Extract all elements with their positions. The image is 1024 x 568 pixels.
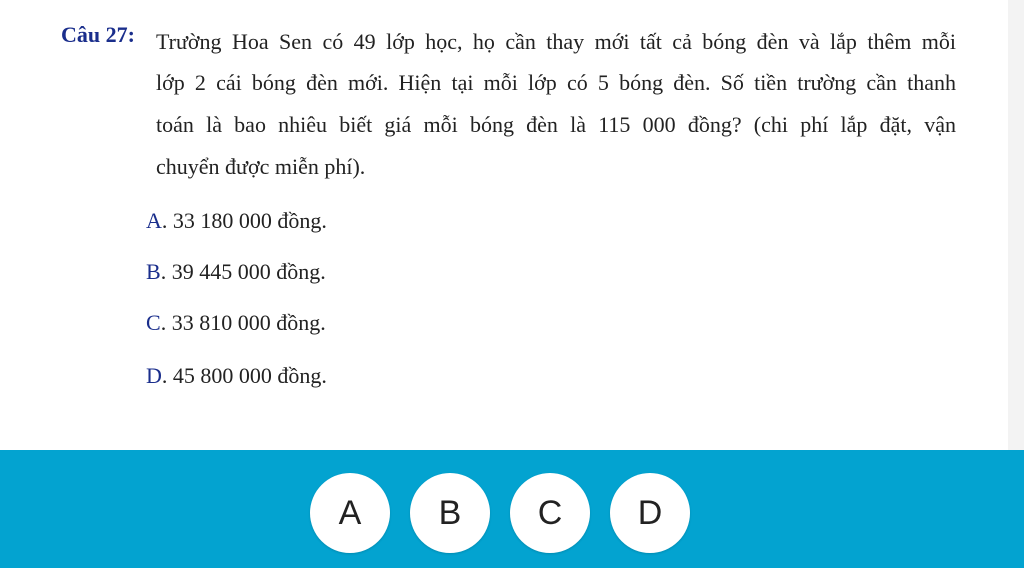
question-text-line-4: chuyển được miễn phí).: [156, 154, 366, 179]
option-b-text: 39 445 000 đồng.: [166, 259, 326, 284]
option-a-letter: A: [146, 208, 162, 233]
option-c: [146, 303, 326, 343]
option-d-letter: D: [146, 363, 162, 388]
option-d: [146, 356, 327, 396]
question-text-line-1: Trường Hoa Sen có 49 lớp học, họ cần thay mới tất cả bóng đèn và lắp thêm mỗi: [156, 29, 956, 54]
option-b: [146, 252, 326, 292]
answer-button-b[interactable]: B: [410, 473, 490, 553]
question-text-line-3: toán là bao nhiêu biết giá mỗi bóng đèn là 115 000 đồng? (chi phí lắp đặt, vận: [156, 112, 956, 137]
answer-button-d[interactable]: D: [610, 473, 690, 553]
option-c-letter: C: [146, 310, 161, 335]
answer-button-a[interactable]: A: [310, 473, 390, 553]
answer-button-c[interactable]: C: [510, 473, 590, 553]
option-c-separator: .: [160, 310, 167, 335]
option-a-separator: .: [161, 208, 168, 233]
question-text-line-2: lớp 2 cái bóng đèn mới. Hiện tại mỗi lớp có 5 bóng đèn. Số tiền trường cần thanh: [156, 70, 956, 95]
option-d-text: 45 800 000 đồng.: [167, 363, 327, 388]
option-b-separator: .: [160, 259, 167, 284]
option-d-separator: .: [161, 363, 168, 388]
option-c-text: 33 810 000 đồng.: [166, 310, 326, 335]
scrollbar[interactable]: [1008, 0, 1024, 450]
question-number: Câu 27:: [61, 22, 135, 47]
option-b-letter: B: [146, 259, 161, 284]
option-a-text: 33 180 000 đồng.: [167, 208, 327, 233]
option-a: [146, 201, 327, 241]
